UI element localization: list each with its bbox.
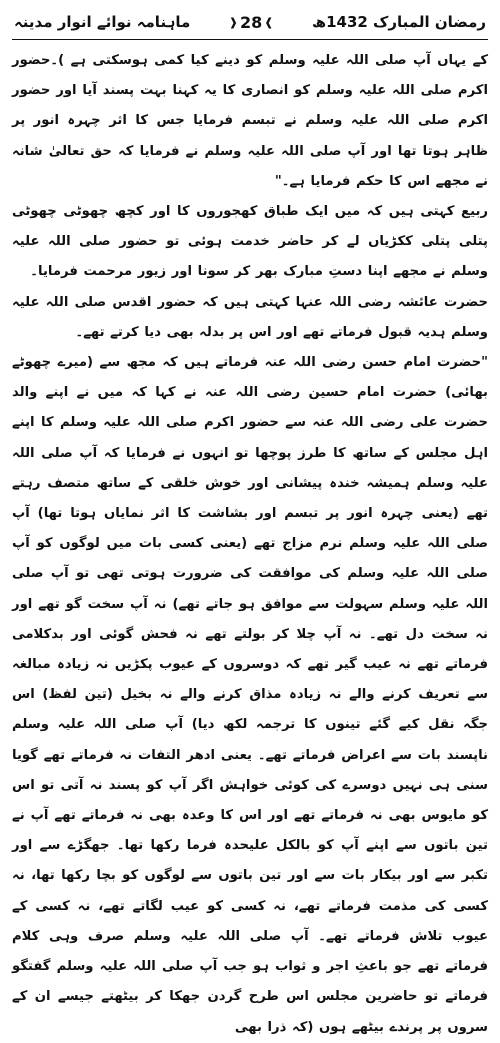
- page-number-badge: [227, 13, 276, 32]
- ornament-left-icon: ❰: [228, 15, 239, 29]
- magazine-title: ماہنامہ نوائے انوار مدینہ: [14, 13, 191, 31]
- header-date: رمضان المبارک 1432ھ: [312, 13, 486, 31]
- ornament-right-icon: ❱: [264, 15, 274, 29]
- paragraph: حضرت عائشہ رضی اللہ عنہا کہتی ہیں کہ حضور اقدس صلی اللہ علیہ وسلم ہدیہ قبول فرماتے تھے اور اس پر بدلہ بھی دیا کرتے تھے۔: [12, 294, 488, 340]
- article-body: [12, 46, 488, 1043]
- page-header: [12, 10, 488, 34]
- paragraph: کے یہاں آپ صلی اللہ علیہ وسلم کو دینے کیا کمی ہوسکتی ہے )۔حضور اکرم صلی اللہ علیہ وسلم کو انصاری کا یہ کہنا بہت پسند آیا اور حضور اکرم صلی اللہ علیہ وسلم نے تبسم فرمایا جس کا اثر چہرہ انور پر ظاہر ہوتا تھا اور آپ صلی اللہ علیہ وسلم نے فرمایا کہ حق تعالیٰ شانہ نے مجھے اس کا حکم فرمایا ہے۔": [12, 53, 488, 189]
- header-divider: [12, 39, 488, 40]
- paragraph: "حضرت امام حسن رضی اللہ عنہ فرماتے ہیں کہ مجھ سے (میرے چھوٹے بھائی) حضرت امام حسین رضی اللہ عنہ نے کہا کہ میں نے اپنے والد حضرت علی رضی اللہ عنہ سے حضور اکرم صلی اللہ علیہ وسلم کا اپنے اہل مجلس کے ساتھ کا طرز پوچھا تو انہوں نے فرمایا کہ آپ صلی اللہ علیہ وسلم ہمیشہ خندہ پیشانی اور خوش خلقی کے ساتھ متصف رہتے تھے (یعنی چہرہ انور پر تبسم اور بشاشت کا اثر نمایاں ہوتا تھا) آپ صلی اللہ علیہ وسلم نرم مزاج تھے (یعنی کسی بات میں لوگوں کو آپ صلی اللہ علیہ وسلم کی موافقت کی ضرورت ہوتی تھی تو آپ صلی اللہ علیہ وسلم سہولت سے موافق ہو جاتے تھے) نہ آپ سخت گو تھے اور نہ سخت دل تھے۔ نہ آپ چلا کر بولتے تھے نہ فحش گوئی اور بدکلامی فرماتے تھے نہ عیب گیر تھے کہ دوسروں کے عیوب پکڑیں نہ زیادہ مبالغہ سے تعریف کرنے والے نہ زیادہ مذاق کرنے والے نہ بخیل (تین لفظ) اس جگہ نقل کیے گئے تینوں کا ترجمہ لکھ دیا) آپ صلی اللہ علیہ وسلم ناپسند بات سے اعراض فرماتے تھے۔ یعنی ادھر التفات نہ فرماتے تھے گویا سنی ہی نہیں دوسرے کی کوئی خواہش اگر آپ کو پسند نہ آتی تو اس کو مایوس بھی نہ فرماتے تھے اور اس کا وعدہ بھی نہ فرماتے تھے آپ نے تین باتوں سے اپنے آپ کو بالکل علیحدہ فرما رکھا تھا۔ جھگڑے سے اور تکبر سے اور بیکار بات سے اور تین باتوں سے لوگوں کو بچا رکھا تھا، نہ کسی کی مذمت فرماتے تھے، نہ کسی کو عیب لگاتے تھے، نہ کسی کے عیوب تلاش فرماتے تھے۔ آپ صلی اللہ علیہ وسلم صرف وہی کلام فرماتے تھے جو باعثِ اجر و ثواب ہو جب آپ صلی اللہ علیہ وسلم گفتگو فرماتے تو حاضرین مجلس اس طرح گردن جھکا کر بیٹھتے جیسے ان کے سروں پر پرندے بیٹھے ہوں (کہ ذرا بھی: [12, 355, 488, 1035]
- paragraph: ربیع کہتی ہیں کہ میں ایک طباق کھجوروں کا اور کچھ چھوٹی چھوٹی پتلی پتلی ککڑیاں لے کر حاضر خدمت ہوئی تو حضور صلی اللہ علیہ وسلم نے مجھے اپنا دستِ مبارک بھر کر سونا اور زیور مرحمت فرمایا۔: [12, 204, 488, 280]
- page-number: 28: [240, 12, 263, 32]
